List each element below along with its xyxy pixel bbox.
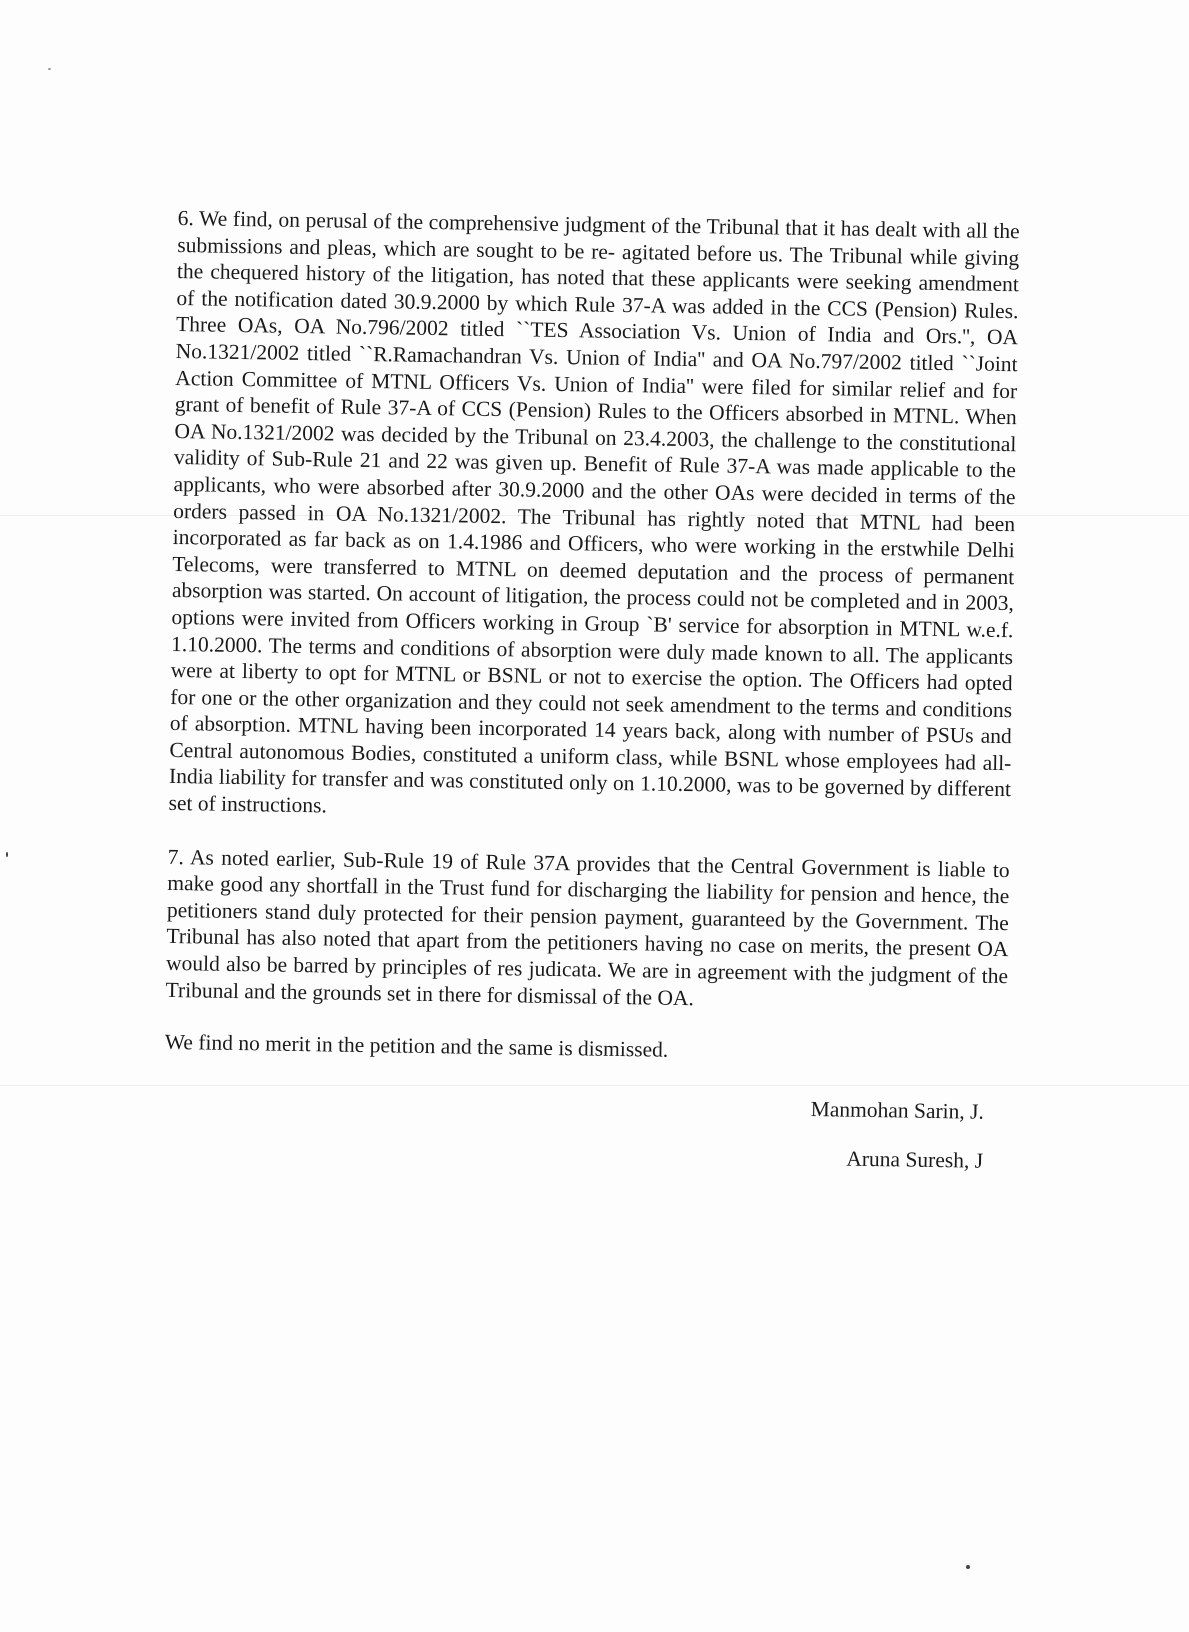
paragraph-7: 7. As noted earlier, Sub-Rule 19 of Rule 37A provides that the Central Government is liable to make good any shortfall in the Trust fund for discharging the liability for pension and hence, the petitioners stand duly protected for their pension payment, guaranteed by the Government. The Tribunal has also noted that apart from the petitioners having no case on merits, the present OA would also be barred by principles of res judicata. We are in agreement with the judgment of the Tribunal and the grounds set in there for dismissal of the OA. bbox=[165, 844, 1010, 1010]
judge-signature: Aruna Suresh, J bbox=[846, 1146, 984, 1173]
judge-signature: Manmohan Sarin, J. bbox=[810, 1096, 985, 1124]
paper-speck bbox=[48, 68, 51, 70]
paper-speck bbox=[966, 1565, 970, 1569]
judgment-text bbox=[163, 205, 1020, 1197]
conclusion-line: We find no merit in the petition and the same is dismissed. bbox=[164, 1030, 669, 1063]
signature-block bbox=[163, 1086, 1006, 1174]
paper-speck bbox=[6, 852, 8, 857]
paragraph-6: 6. We find, on perusal of the comprehensive judgment of the Tribunal that it has dealt with all the submissions and pleas, which are sought to be re- agitated before us. The Tribunal while giving the chequered history of the litigation, has noted that these applicants were seeking amendment of the notification dated 30.9.2000 by which Rule 37-A was added in the CCS (Pension) Rules. Three OAs, OA No.796/2002 titled ``TES Association Vs. Union of India and Ors.'', OA No.1321/2002 titled ``R.Ramachandran Vs. Union of India'' and OA No.797/2002 titled ``Joint Action Committee of MTNL Officers Vs. Union of India'' were filed for similar relief and for grant of benefit of Rule 37-A of CCS (Pension) Rules to the Officers absorbed in MTNL. When OA No.1321/2002 was decided by the Tribunal on 23.4.2003, the challenge to the constitutional validity of Sub-Rule 21 and 22 was given up. Benefit of Rule 37-A was made applicable to the applicants, who were absorbed after 30.9.2000 and the other OAs were decided in terms of the orders passed in OA No.1321/2002. The Tribunal has rightly noted that MTNL had been incorporated as far back as on 1.4.1986 and Officers, who were working in the erstwhile Delhi Telecoms, were transferred to MTNL on deemed deputation and the process of permanent absorption was started. On account of litigation, the process could not be completed and in 2003, options were invited from Officers working in Group `B' service for absorption in MTNL w.e.f. 1.10.2000. The terms and conditions of absorption were duly made known to all. The applicants were at liberty to opt for MTNL or BSNL or not to exercise the option. The Officers had opted for one or the other organization and they could not seek amendment to the terms and conditions of absorption. MTNL having been incorporated 14 years back, along with number of PSUs and Central autonomous Bodies, constituted a uniform class, while BSNL whose employees had all-India liability for transfer and was constituted only on 1.10.2000, was to be governed by different set of instructions. bbox=[168, 205, 1020, 818]
